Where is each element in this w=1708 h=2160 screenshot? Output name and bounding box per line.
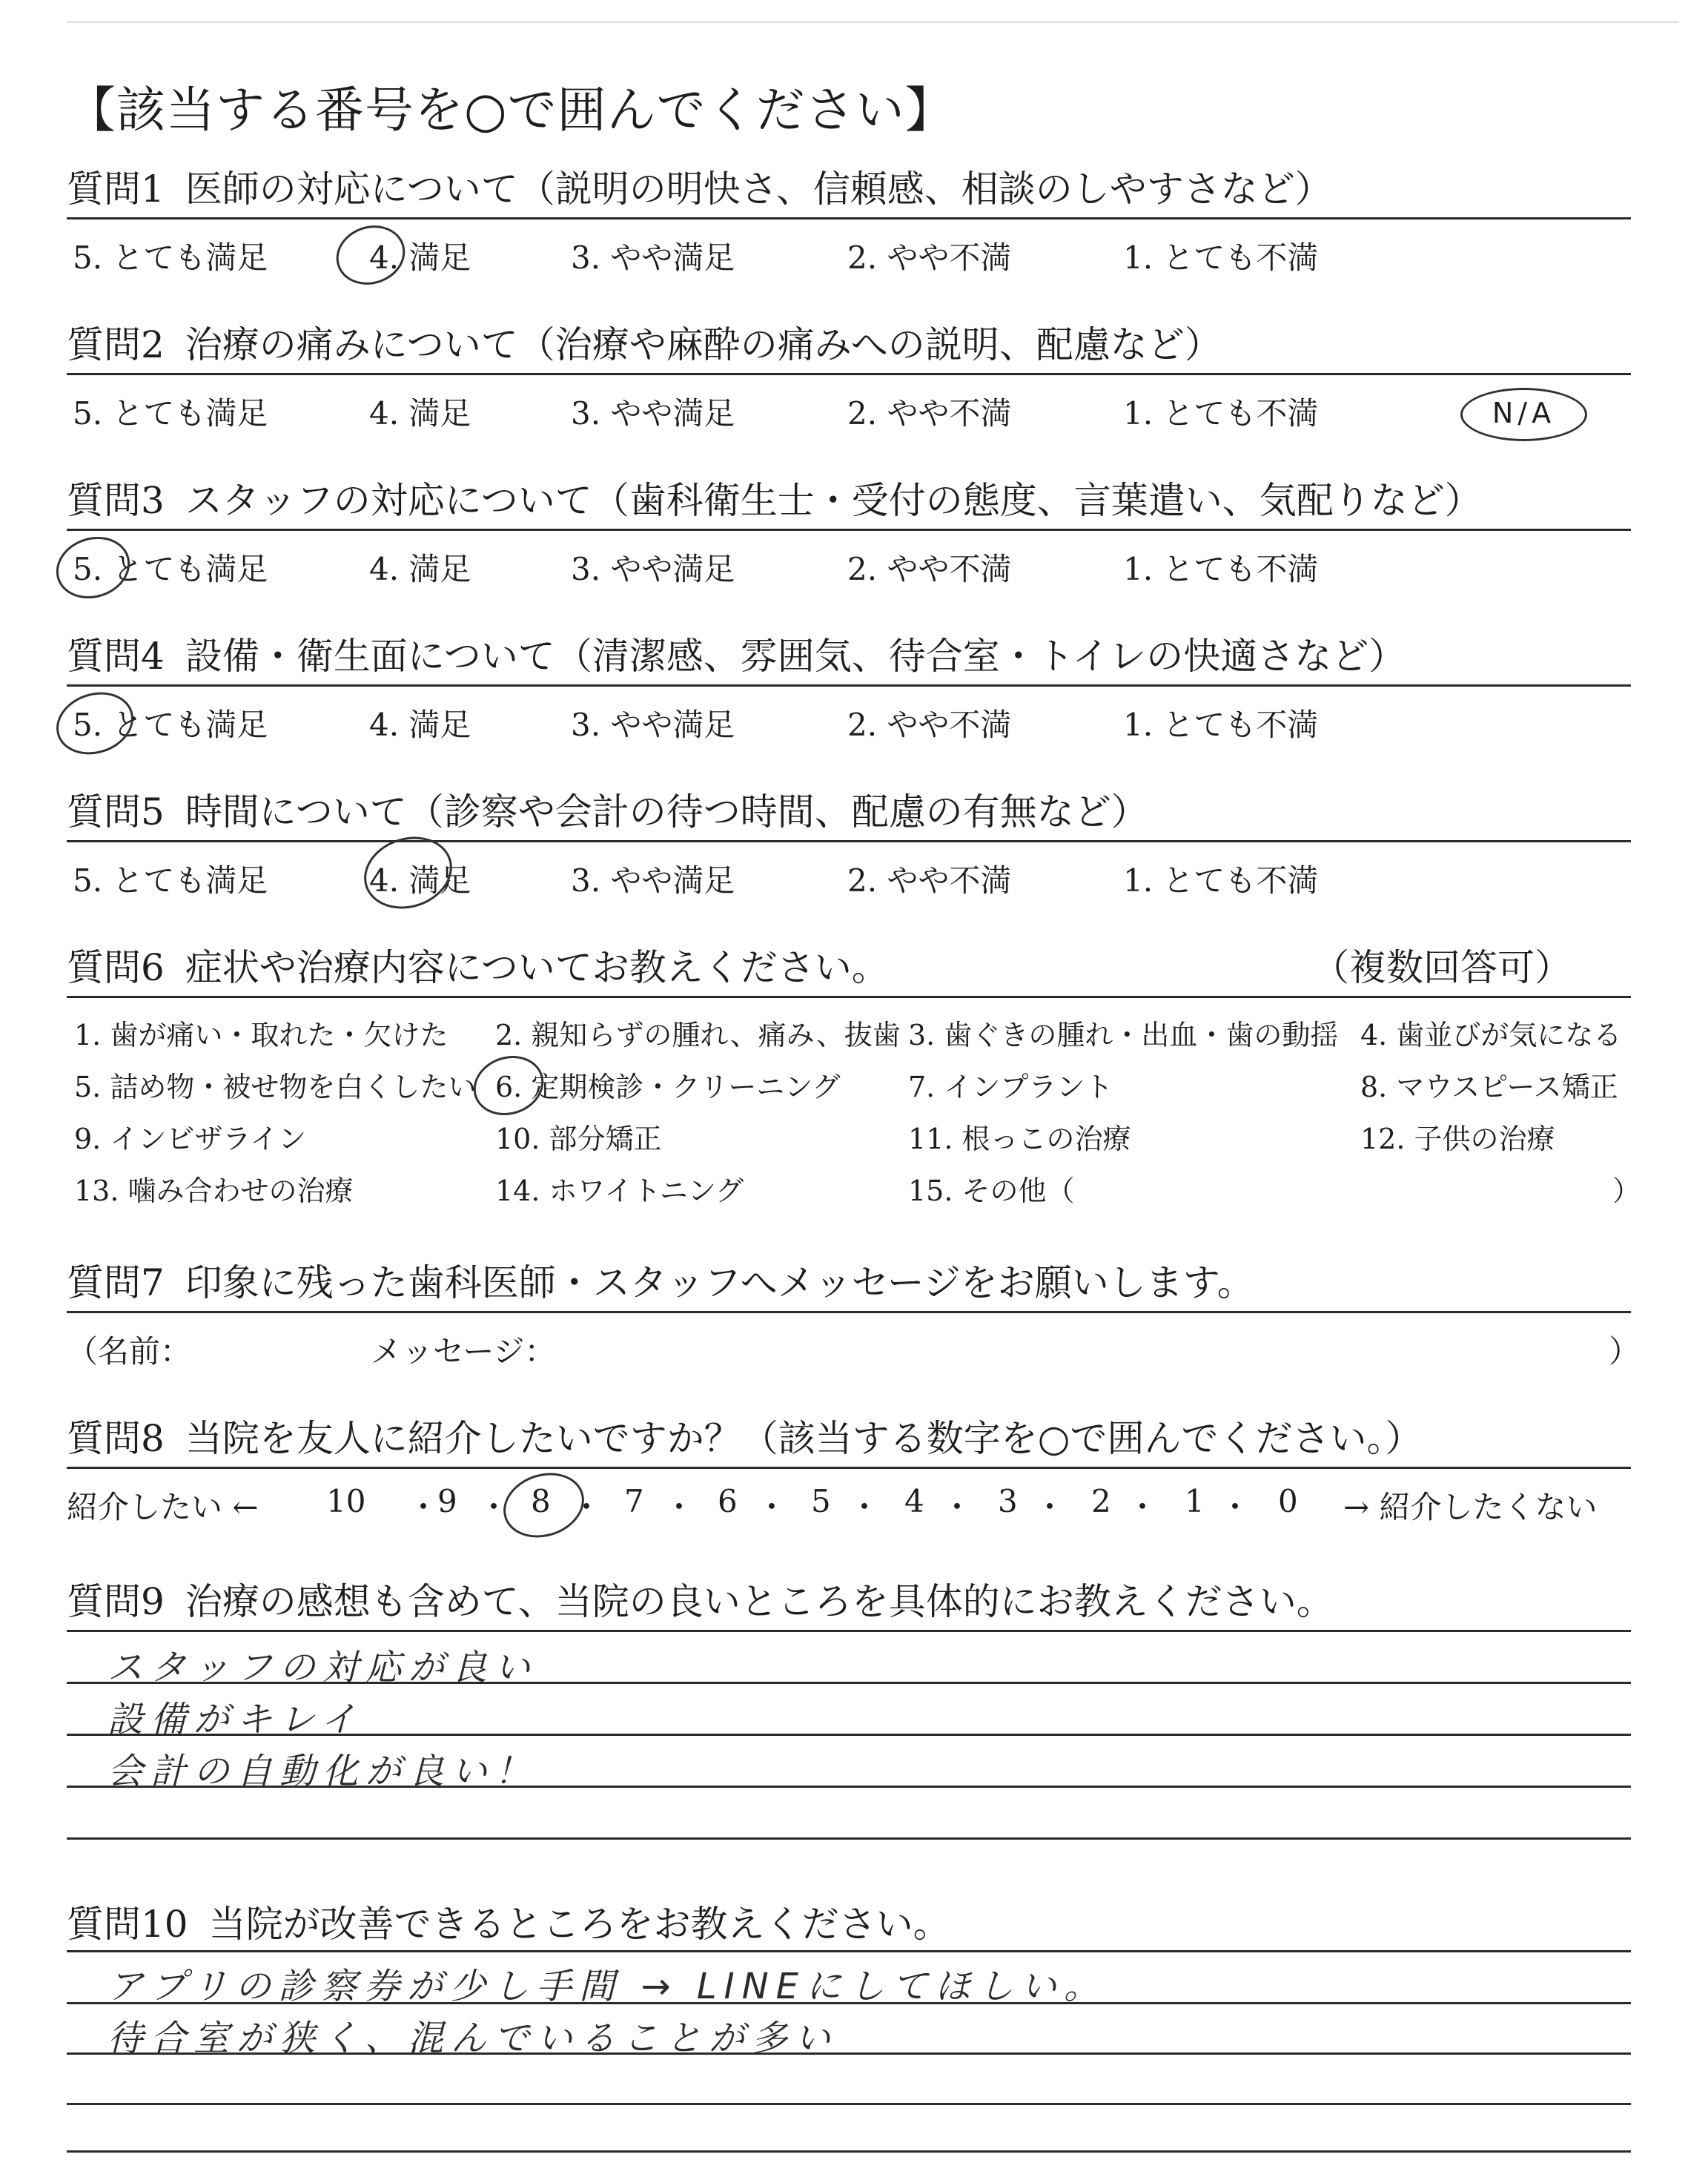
question-number: 質問8 xyxy=(67,1417,165,1460)
option-2[interactable]: 2. やや不満 xyxy=(847,551,1012,587)
question-number: 質問4 xyxy=(67,635,165,678)
option-1[interactable]: 1. とても不満 xyxy=(1123,551,1319,587)
option-4[interactable]: 4. 満足 xyxy=(369,707,471,743)
scale-sep: ・ xyxy=(756,1489,788,1525)
option-4[interactable]: 4. 満足 xyxy=(369,862,471,899)
recommend-left-label: 紹介したい ← xyxy=(67,1489,259,1525)
option-5[interactable]: 5. とても満足 xyxy=(73,707,268,743)
scale-9[interactable]: 9 xyxy=(437,1483,457,1519)
scale-10[interactable]: 10 xyxy=(326,1483,366,1519)
symptom-item[interactable]: 4. 歯並びが気になる xyxy=(1360,1019,1622,1051)
top-border xyxy=(67,21,1679,23)
option-5[interactable]: 5. とても満足 xyxy=(73,395,268,432)
scale-2[interactable]: 2 xyxy=(1091,1483,1111,1519)
scale-sep: ・ xyxy=(478,1489,510,1525)
handwritten-answer: 待合室が狭く、混んでいることが多い xyxy=(107,2018,838,2059)
question-text: 当院を友人に紹介したいですか？（該当する数字を○で囲んでください。） xyxy=(185,1417,1423,1460)
question-rule xyxy=(67,373,1631,375)
page-title: 【該当する番号を○で囲んでください】 xyxy=(67,82,955,139)
question-text: 治療の痛みについて（治療や麻酔の痛みへの説明、配慮など） xyxy=(185,323,1222,366)
symptom-item[interactable]: 5. 詰め物・被せ物を白くしたい xyxy=(74,1071,477,1103)
question-number: 質問1 xyxy=(67,168,165,211)
option-2[interactable]: 2. やや不満 xyxy=(847,395,1012,432)
option-2[interactable]: 2. やや不満 xyxy=(847,862,1012,899)
question-rule xyxy=(67,217,1631,219)
symptom-item[interactable]: 11. 根っこの治療 xyxy=(908,1123,1131,1155)
question-number: 質問6 xyxy=(67,946,165,989)
option-4[interactable]: 4. 満足 xyxy=(369,395,471,432)
selection-circle xyxy=(466,1047,551,1124)
symptom-item[interactable]: 12. 子供の治療 xyxy=(1360,1123,1555,1155)
question-rule xyxy=(67,529,1631,531)
symptom-item[interactable]: 13. 噛み合わせの治療 xyxy=(74,1175,354,1207)
scale-0[interactable]: 0 xyxy=(1278,1483,1298,1519)
question-2 xyxy=(67,315,1631,432)
scale-1[interactable]: 1 xyxy=(1185,1483,1205,1519)
option-4[interactable]: 4. 満足 xyxy=(369,240,471,276)
option-2[interactable]: 2. やや不満 xyxy=(847,707,1012,743)
question-text: スタッフの対応について（歯科衛生士・受付の態度、言葉遣い、気配りなど） xyxy=(185,479,1482,522)
question-text: 治療の感想も含めて、当院の良いところを具体的にお教えください。 xyxy=(185,1580,1334,1623)
symptom-item[interactable]: 6. 定期検診・クリーニング xyxy=(495,1071,841,1103)
option-5[interactable]: 5. とても満足 xyxy=(73,240,268,276)
scale-8[interactable]: 8 xyxy=(531,1483,551,1519)
question-rule xyxy=(67,684,1631,687)
answer-line xyxy=(67,2103,1631,2105)
question-text: 設備・衛生面について（清潔感、雰囲気、待合室・トイレの快適さなど） xyxy=(185,635,1406,678)
question-7 xyxy=(67,1253,1641,1370)
message-close-paren: ） xyxy=(1609,1333,1641,1370)
handwritten-answer: スタッフの対応が良い xyxy=(107,1647,538,1688)
handwritten-answer: 会計の自動化が良い！ xyxy=(107,1751,538,1792)
scale-sep: ・ xyxy=(408,1489,440,1525)
selection-circle xyxy=(328,217,413,293)
scale-3[interactable]: 3 xyxy=(998,1483,1018,1519)
option-3[interactable]: 3. やや満足 xyxy=(571,240,735,276)
scale-5[interactable]: 5 xyxy=(811,1483,831,1519)
question-number: 質問7 xyxy=(67,1261,165,1304)
symptom-item[interactable]: 7. インプラント xyxy=(908,1071,1113,1103)
scale-sep: ・ xyxy=(1127,1489,1159,1525)
answer-line xyxy=(67,1837,1631,1840)
answer-line xyxy=(67,2150,1631,2153)
handwritten-answer: アプリの診察券が少し手間 → LINEにしてほしい。 xyxy=(107,1966,1107,2007)
question-1 xyxy=(67,159,1631,276)
option-1[interactable]: 1. とても不満 xyxy=(1123,707,1319,743)
scale-6[interactable]: 6 xyxy=(718,1483,738,1519)
symptom-item[interactable]: 10. 部分矯正 xyxy=(495,1123,662,1155)
symptom-item[interactable]: 2. 親知らずの腫れ、痛み、抜歯 xyxy=(495,1019,901,1051)
option-1[interactable]: 1. とても不満 xyxy=(1123,395,1319,432)
question-number: 質問2 xyxy=(67,323,165,366)
option-5[interactable]: 5. とても満足 xyxy=(73,551,268,587)
scale-sep: ・ xyxy=(663,1489,695,1525)
answer-line xyxy=(67,1630,1631,1632)
scale-sep: ・ xyxy=(1219,1489,1251,1525)
question-4 xyxy=(67,627,1631,743)
symptom-item[interactable]: 15. その他（ xyxy=(908,1175,1075,1207)
scale-4[interactable]: 4 xyxy=(904,1483,924,1519)
message-label: メッセージ： xyxy=(371,1333,556,1370)
scale-7[interactable]: 7 xyxy=(624,1483,644,1519)
question-text: 当院が改善できるところをお教えください。 xyxy=(208,1903,950,1946)
question-rule xyxy=(67,996,1631,998)
option-1[interactable]: 1. とても不満 xyxy=(1123,862,1319,899)
symptom-item[interactable]: 3. 歯ぐきの腫れ・出血・歯の動揺 xyxy=(908,1019,1339,1051)
question-text: 時間について（診察や会計の待つ時間、配慮の有無など） xyxy=(185,790,1148,833)
question-number: 質問3 xyxy=(67,479,165,522)
option-4[interactable]: 4. 満足 xyxy=(369,551,471,587)
symptom-item[interactable]: 14. ホワイトニング xyxy=(495,1175,744,1207)
option-3[interactable]: 3. やや満足 xyxy=(571,862,735,899)
multiple-answer-note: （複数回答可） xyxy=(1312,946,1572,989)
name-label: （名前： xyxy=(67,1333,192,1370)
question-8 xyxy=(67,1409,1631,1525)
selection-circle xyxy=(48,527,138,607)
question-text: 症状や治療内容についてお教えください。 xyxy=(185,946,889,989)
question-text: 医師の対応について（説明の明快さ、信頼感、相談のしやすさなど） xyxy=(185,168,1332,211)
handwritten-answer: 設備がキレイ xyxy=(107,1699,364,1740)
question-text: 印象に残った歯科医師・スタッフへメッセージをお願いします。 xyxy=(185,1261,1254,1304)
question-3 xyxy=(67,471,1631,587)
symptom-item[interactable]: 8. マウスピース矯正 xyxy=(1360,1071,1618,1103)
recommend-right-label: → 紹介したくない xyxy=(1343,1489,1598,1525)
question-9 xyxy=(67,1572,1631,1623)
option-2[interactable]: 2. やや不満 xyxy=(847,240,1012,276)
answer-line xyxy=(67,1950,1631,1952)
handwritten-na: N/A xyxy=(1460,388,1587,441)
question-rule xyxy=(67,1311,1631,1313)
option-5[interactable]: 5. とても満足 xyxy=(73,862,268,899)
symptom-item[interactable]: 1. 歯が痛い・取れた・欠けた xyxy=(74,1019,448,1051)
question-number: 質問9 xyxy=(67,1580,165,1623)
scale-sep: ・ xyxy=(1034,1489,1066,1525)
option-3[interactable]: 3. やや満足 xyxy=(571,395,735,432)
question-rule xyxy=(67,840,1631,842)
question-6 xyxy=(67,938,1641,1220)
scale-sep: ・ xyxy=(849,1489,881,1525)
option-3[interactable]: 3. やや満足 xyxy=(571,551,735,587)
scale-sep: ・ xyxy=(571,1489,603,1525)
question-10 xyxy=(67,1895,1631,1946)
symptom-item[interactable]: 9. インビザライン xyxy=(74,1123,307,1155)
question-number: 質問5 xyxy=(67,790,165,833)
selection-circle xyxy=(48,683,142,764)
other-close-paren: ） xyxy=(1612,1175,1641,1207)
option-1[interactable]: 1. とても不満 xyxy=(1123,240,1319,276)
option-3[interactable]: 3. やや満足 xyxy=(571,707,735,743)
scale-sep: ・ xyxy=(941,1489,973,1525)
question-number: 質問10 xyxy=(67,1903,188,1946)
question-rule xyxy=(67,1467,1631,1469)
question-5 xyxy=(67,782,1631,899)
selection-circle xyxy=(495,1463,593,1548)
